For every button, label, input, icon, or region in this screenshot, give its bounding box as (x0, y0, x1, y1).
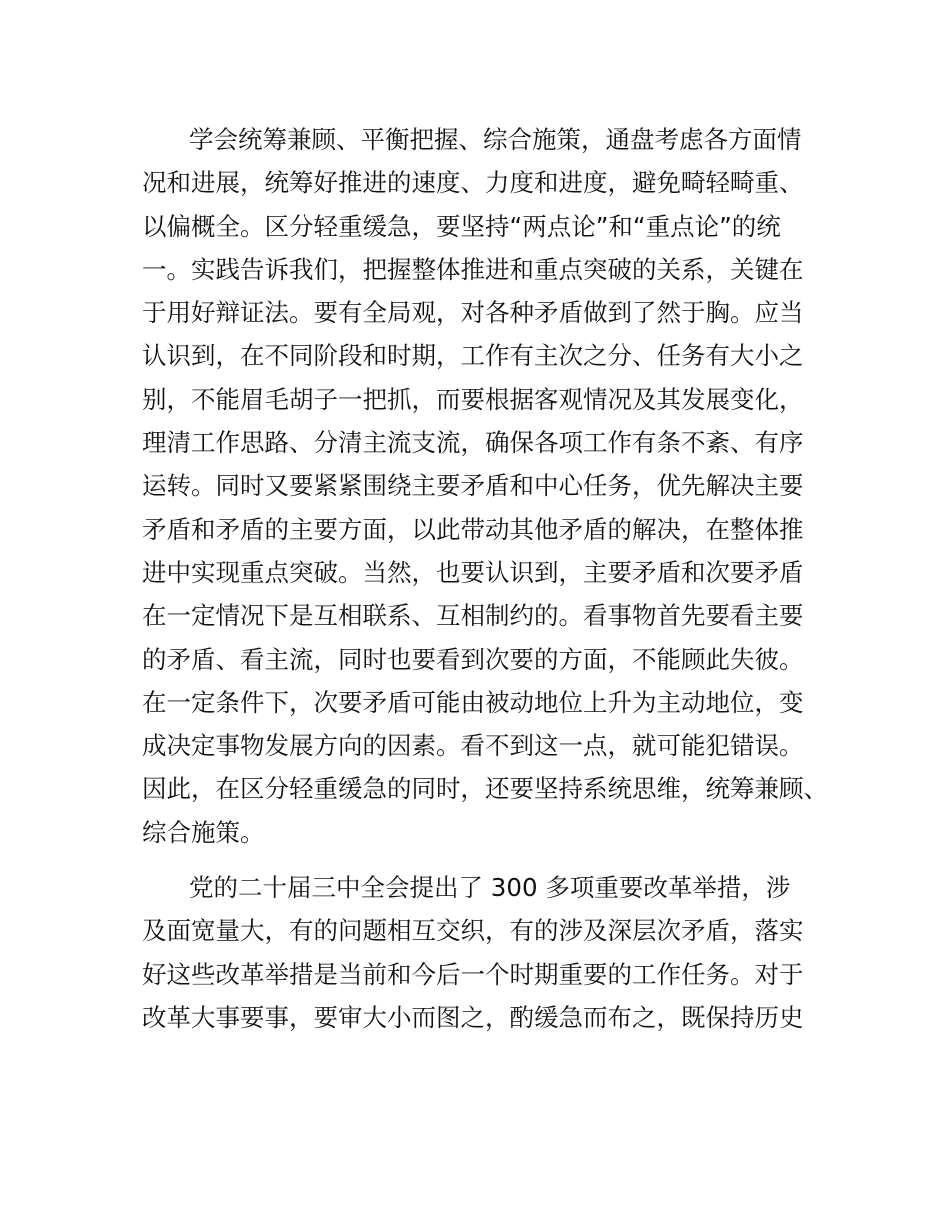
text-line: 的矛盾、看主流，同时也要看到次要的方面，不能顾此失彼。 (142, 644, 804, 674)
text-line: 好这些改革举措是当前和今后一个时期重要的工作任务。对于 (142, 959, 804, 989)
text-line: 因此，在区分轻重缓急的同时，还要坚持系统思维，统筹兼顾、 (142, 774, 828, 804)
text-line: 党的二十届三中全会提出了 300 多项重要改革举措，涉 (189, 873, 791, 903)
text-line: 改革大事要事，要审大小而图之，酌缓急而布之，既保持历史 (142, 1002, 804, 1032)
text-line: 别，不能眉毛胡子一把抓，而要根据客观情况及其发展变化， (142, 384, 804, 414)
text-line: 况和进展，统筹好推进的速度、力度和进度，避免畸轻畸重、 (142, 168, 804, 198)
paragraph-1 (142, 118, 828, 854)
text-line: 认识到，在不同阶段和时期，工作有主次之分、任务有大小之 (142, 341, 804, 371)
text-line: 运转。同时又要紧紧围绕主要矛盾和中心任务，优先解决主要 (142, 471, 804, 501)
text-line: 在一定条件下，次要矛盾可能由被动地位上升为主动地位，变 (142, 687, 804, 717)
text-line: 在一定情况下是互相联系、互相制约的。看事物首先要看主要 (142, 601, 804, 631)
text-line: 以偏概全。区分轻重缓急，要坚持“两点论”和“重点论”的统 (142, 211, 781, 241)
text-line: 成决定事物发展方向的因素。看不到这一点，就可能犯错误。 (142, 731, 804, 761)
document-page (142, 118, 828, 1039)
text-line: 于用好辩证法。要有全局观，对各种矛盾做到了然于胸。应当 (142, 298, 804, 328)
text-line: 一。实践告诉我们，把握整体推进和重点突破的关系，关键在 (142, 254, 804, 284)
text-line: 矛盾和矛盾的主要方面，以此带动其他矛盾的解决，在整体推 (142, 514, 804, 544)
paragraph-2 (142, 866, 822, 1039)
text-line: 进中实现重点突破。当然，也要认识到，主要矛盾和次要矛盾 (142, 557, 804, 587)
text-line: 理清工作思路、分清主流支流，确保各项工作有条不紊、有序 (142, 428, 804, 458)
text-line: 及面宽量大，有的问题相互交织，有的涉及深层次矛盾，落实 (142, 916, 804, 946)
text-line: 综合施策。 (142, 817, 265, 847)
text-line: 学会统筹兼顾、平衡把握、综合施策，通盘考虑各方面情 (189, 125, 802, 154)
